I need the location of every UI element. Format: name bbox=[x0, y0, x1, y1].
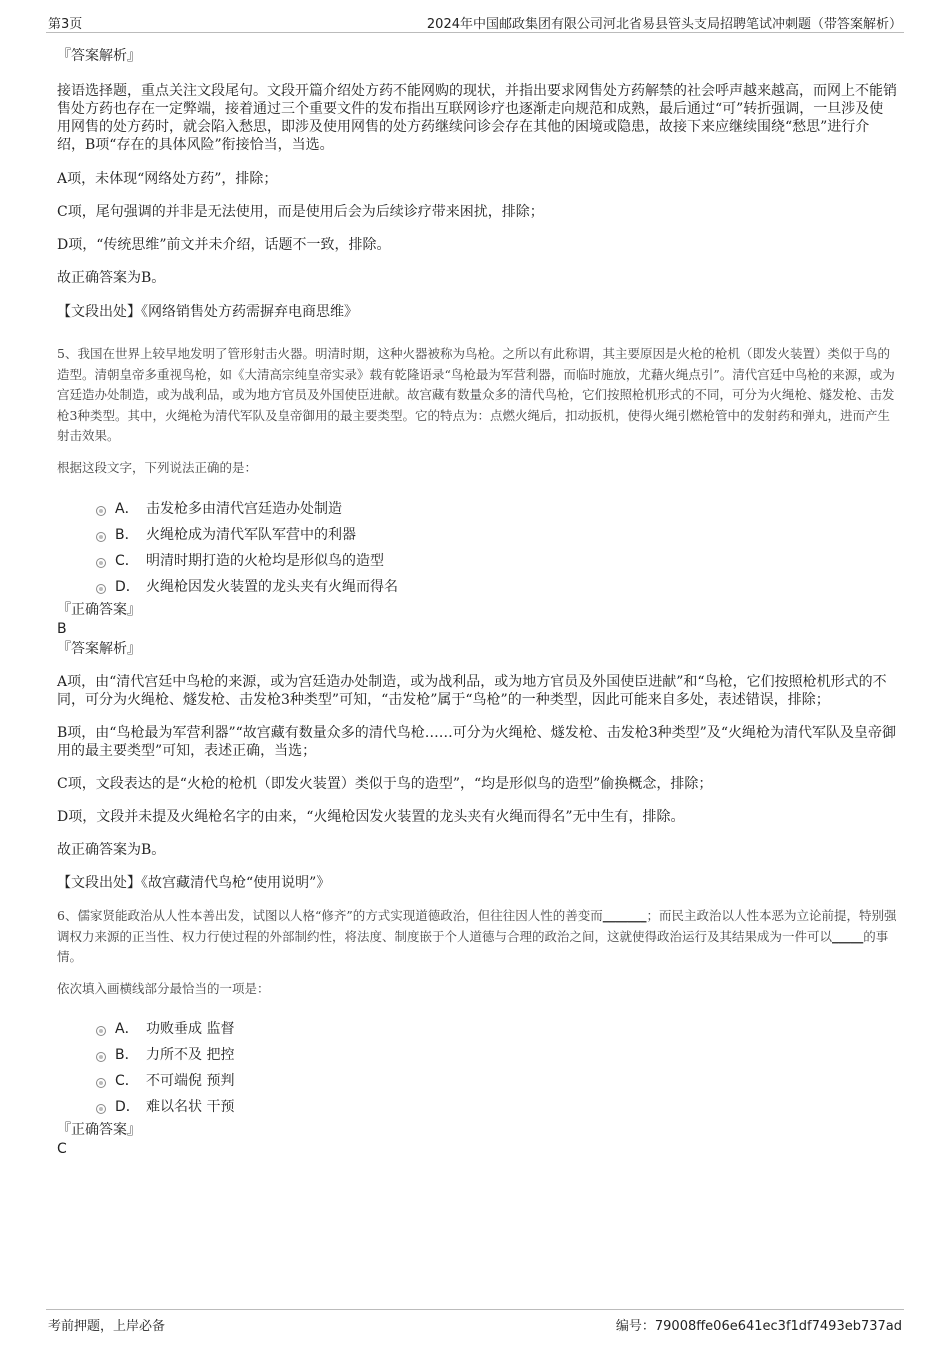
q6-options bbox=[57, 1016, 897, 1120]
q6-answer: C bbox=[57, 1141, 67, 1157]
q4-option-d-analysis: D项，“传统思维”前文并未介绍，话题不一致，排除。 bbox=[57, 237, 391, 253]
document-id: 编号：79008ffe06e641ec3f1df7493eb737ad bbox=[615, 1319, 902, 1334]
q4-analysis-text: 接语选择题，重点关注文段尾句。文段开篇介绍处方药不能网购的现状，并指出要求网售处方药解禁的社会呼声越来越高，而网上不能销售处方药也存在一定弊端，接着通过三个重要文件的发布指出互联网诊疗也逐渐走向规范和成熟，最后通过“可”转折强调，一旦涉及使用网售的处方药时，就会陷入愁思，即涉及使用网售的处方药继续问诊会存在其他的困境或隐患，故接下来应继续围绕“愁思”进行介绍，B项“存在的具体风险”衔接恰当，当选。 bbox=[57, 83, 897, 153]
page-footer bbox=[46, 1309, 904, 1336]
radio-icon[interactable] bbox=[96, 532, 106, 542]
radio-icon[interactable] bbox=[96, 1052, 106, 1062]
q6-question-text: 6、儒家贤能政治从人性本善出发，试图以人格“修齐”的方式实现道德政治，但往往因人性的善变而_______；而民主政治以人性本恶为立论前提，特别强调权力来源的正当性、权力行使过程的外部制约性，将法度、制度嵌于个人道德与合理的政治之间，这就使得政治运行及其结果成为一件可以_____的事情。 bbox=[57, 908, 897, 964]
blank-2: _____ bbox=[832, 928, 864, 944]
radio-icon[interactable] bbox=[96, 1078, 106, 1088]
page-number: 第3页 bbox=[48, 17, 83, 32]
q4-option-a-analysis: A项，未体现“网络处方药”，排除； bbox=[57, 171, 278, 187]
page-content bbox=[57, 40, 897, 1158]
q5-option-b-analysis: B项，由“鸟枪最为军营利器”“故宫藏有数量众多的清代鸟枪……可分为火绳枪、燧发枪、击发枪3种类型”及“火绳枪为清代军队及皇帝御用的最主要类型”可知，表述正确，当选； bbox=[57, 725, 896, 759]
page-header bbox=[46, 12, 904, 33]
q5-option-c-analysis: C项，文段表达的是“火枪的枪机（即发火装置）类似于鸟的造型”，“均是形似鸟的造型”偷换概念，排除； bbox=[57, 776, 713, 792]
q6-option-d[interactable]: D． 难以名状 干预 bbox=[57, 1094, 897, 1120]
radio-icon[interactable] bbox=[96, 1026, 106, 1036]
q6-option-b[interactable]: B． 力所不及 把控 bbox=[57, 1042, 897, 1068]
q5-option-a-analysis: A项，由“清代宫廷中鸟枪的来源，或为宫廷造办处制造，或为战利品，或为地方官员及外国使臣进献”和“鸟枪，它们按照枪机形式的不同，可分为火绳枪、燧发枪、击发枪3种类型”可知，“击发枪”属于“鸟枪”的一种类型，因此可能来自多处，表述错误，排除； bbox=[57, 674, 887, 708]
footer-slogan: 考前押题，上岸必备 bbox=[48, 1319, 166, 1334]
q5-conclusion: 故正确答案为B。 bbox=[57, 842, 166, 858]
q5-prompt: 根据这段文字，下列说法正确的是： bbox=[57, 459, 258, 475]
q5-question-text: 5、我国在世界上较早地发明了管形射击火器。明清时期，这种火器被称为鸟枪。之所以有此称谓，其主要原因是火枪的枪机（即发火装置）类似于鸟的造型。清朝皇帝多重视鸟枪，如《大清高宗纯皇帝实录》载有乾隆语录“鸟枪最为军营利器，而临时施放，尤藉火绳点引”。清代宫廷中鸟枪的来源，或为宫廷造办处制造，或为战利品，或为地方官员及外国使臣进献。故宫藏有数量众多的清代鸟枪，它们按照枪机形式的不同，可分为火绳枪、燧发枪、击发枪3种类型。其中，火绳枪为清代军队及皇帝御用的最主要类型。它的特点为：点燃火绳后，扣动扳机，使得火绳引燃枪管中的发射药和弹丸，进而产生射击效果。 bbox=[57, 346, 895, 443]
q5-option-a[interactable]: A． 击发枪多由清代宫廷造办处制造 bbox=[57, 496, 897, 522]
radio-icon[interactable] bbox=[96, 584, 106, 594]
blank-1: _______ bbox=[602, 908, 647, 923]
q5-options bbox=[57, 496, 897, 600]
q6-option-c[interactable]: C． 不可端倪 预判 bbox=[57, 1068, 897, 1094]
q5-source: 【文段出处】《故宫藏清代鸟枪“使用说明”》 bbox=[57, 875, 331, 891]
radio-icon[interactable] bbox=[96, 506, 106, 516]
q4-option-c-analysis: C项，尾句强调的并非是无法使用，而是使用后会为后续诊疗带来困扰，排除； bbox=[57, 204, 544, 220]
q5-option-c[interactable]: C． 明清时期打造的火枪均是形似鸟的造型 bbox=[57, 548, 897, 574]
document-title: 2024年中国邮政集团有限公司河北省易县管头支局招聘笔试冲刺题（带答案解析） bbox=[426, 17, 902, 32]
radio-icon[interactable] bbox=[96, 558, 106, 568]
q5-option-d-analysis: D项，文段并未提及火绳枪名字的由来，“火绳枪因发火装置的龙头夹有火绳而得名”无中生有，排除。 bbox=[57, 809, 685, 825]
q4-conclusion: 故正确答案为B。 bbox=[57, 270, 166, 286]
q6-answer-label: 『正确答案』 bbox=[57, 1122, 141, 1138]
q4-source: 【文段出处】《网络销售处方药需摒弃电商思维》 bbox=[57, 304, 358, 320]
q5-answer: B bbox=[57, 621, 67, 637]
q5-option-d[interactable]: D． 火绳枪因发火装置的龙头夹有火绳而得名 bbox=[57, 574, 897, 600]
q6-prompt: 依次填入画横线部分最恰当的一项是： bbox=[57, 980, 270, 996]
q6-option-a[interactable]: A． 功败垂成 监督 bbox=[57, 1016, 897, 1042]
q5-option-b[interactable]: B． 火绳枪成为清代军队军营中的利器 bbox=[57, 522, 897, 548]
radio-icon[interactable] bbox=[96, 1104, 106, 1114]
q5-analysis-label: 『答案解析』 bbox=[57, 641, 141, 657]
q5-answer-label: 『正确答案』 bbox=[57, 602, 141, 618]
q4-analysis-label: 『答案解析』 bbox=[57, 48, 141, 64]
